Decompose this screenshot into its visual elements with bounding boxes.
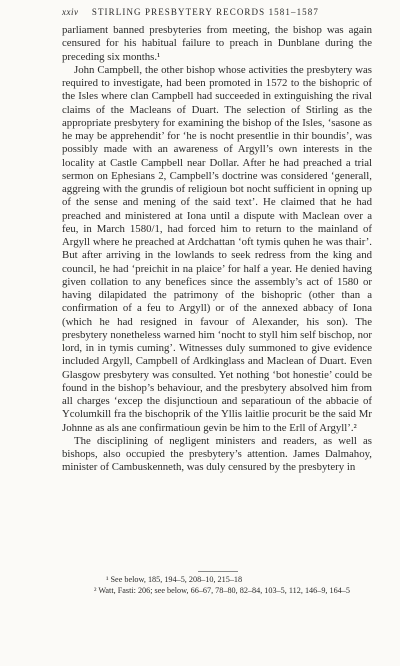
footnotes <box>62 575 372 596</box>
page-number: xxiv <box>62 7 79 17</box>
footnote-2: ² Watt, Fasti: 206; see below, 66–67, 78–80, 82–84, 103–5, 112, 146–9, 164–5 <box>94 585 350 595</box>
running-header <box>62 7 372 17</box>
running-title: STIRLING PRESBYTERY RECORDS 1581–1587 <box>91 7 319 17</box>
footnote-1: ¹ See below, 185, 194–5, 208–10, 215–18 <box>106 575 243 584</box>
body-text <box>62 24 372 475</box>
paragraph-continued: parliament banned presbyteries from meeting, the bishop was again censured for his habitual failure to preach in Dunblane during the preceding six months.¹ <box>62 24 372 63</box>
footnote-rule <box>198 571 238 572</box>
paragraph-disciplining: The disciplining of negligent ministers and readers, as well as bishops, also occupied the presbytery’s attention. James Dalmahoy, minister of Cambuskenneth, was duly censured by the presbytery in <box>62 434 372 474</box>
paragraph-john-campbell: John Campbell, the other bishop whose activities the presbytery was required to investigate, had been promoted in 1572 to the bishopric of the Isles where clan Campbell had succeeded in extinguishing the rival claims of the Macleans of Duart. The selection of Stirling as the appropriate presbytery for examining the bishop of the Isles, ‘sasone as he may be apprehendit’ for ‘he is nocht presentlie in thir boundis’, was possibly made with an awareness of Argyll’s own interests in the locality at Castle Campbell near Dollar. After he had preached a trial sermon on Ephesians 2, Campbell’s doctrine was considered ‘generall, aggreing with the grundis of religioun bot nocht sufficient in opning up of the sense and mening of the said text’. He claimed that he had preached and ministered at Iona until a dispute with Maclean over a feu, in March 1580/1, had forced him to return to the mainland of Argyll where he preached at Ardchattan ‘oft tymis quhen he was thair’. But after arriving in the lowlands to seek redress from the king and council, he had ‘preichit in na plaice’ for half a year. He denied having given collation to any benefices since the assembly’s act of 1580 or having dilapidated the patrimony of the bishopric (other than a confirmation of a feu to Argyll) or of the annexed abbacy of Iona (which he had resigned in favour of Alexander, his son). The presbytery nonetheless warned him ‘nocht to styll him self bischop, nor lord, in in tymis cuming’. Witnesses duly summoned to give evidence included Argyll, Campbell of Ardkinglass and Maclean of Duart. Even Glasgow presbytery was consulted. Yet nothing ‘bot honestie’ could be found in the bishop’s behaviour, and the presbytery absolved him from all charges ‘excep the disjunctioun and separatioun of the abbacie of Ycolumkill fra the bischoprik of the Yllis laitlie procurit be the said Mr Johnne as als ane confirmatioun gevin be him to the Erll of Argyll’.² <box>62 63 372 434</box>
